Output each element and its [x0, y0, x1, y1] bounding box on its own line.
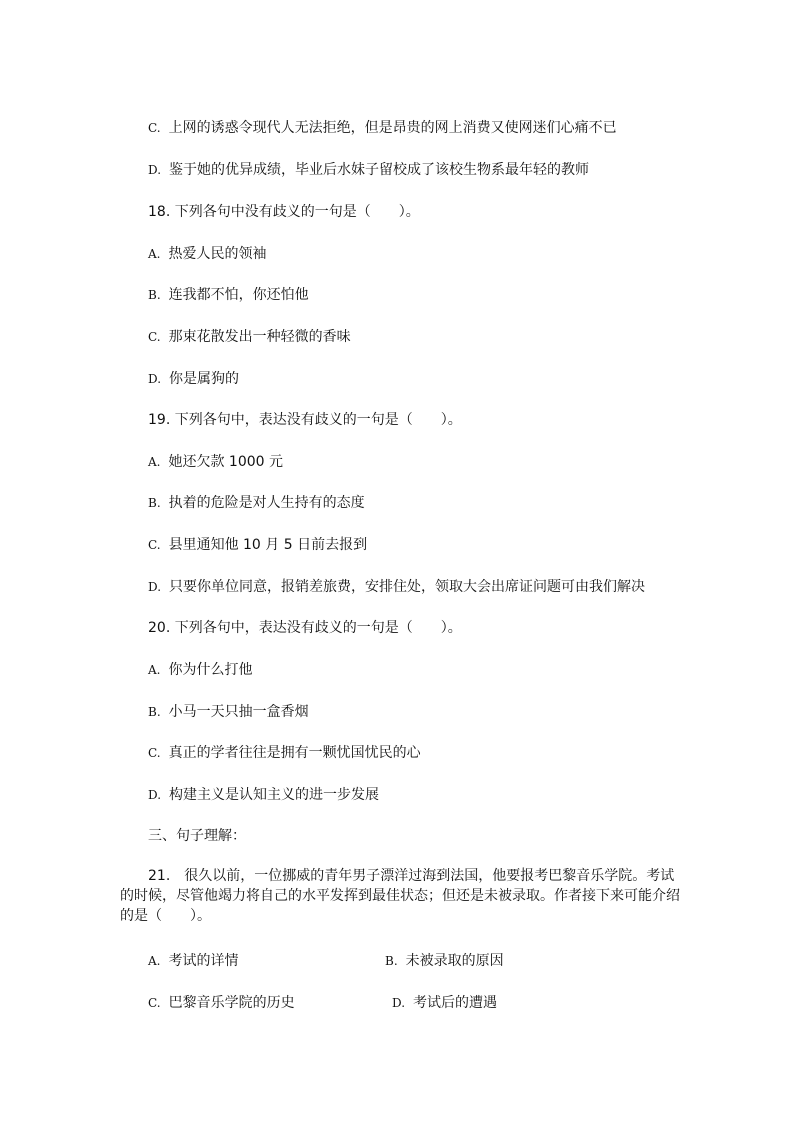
q20-option-b: [148, 703, 309, 721]
option-letter: D.: [148, 788, 162, 802]
option-text: 小马一天只抽一盒香烟: [168, 704, 309, 720]
option-text: 热爱人民的领袖: [168, 246, 267, 262]
option-text: 你是属狗的: [169, 371, 240, 387]
option-letter: D.: [392, 996, 406, 1010]
option-text: 上网的诱惑令现代人无法拒绝，但是昂贵的网上消费又使网迷们心痛不已: [168, 120, 617, 136]
q18-option-b: [148, 286, 309, 304]
q21-option-c: [148, 994, 295, 1012]
option-letter: D.: [148, 580, 162, 594]
option-letter: B.: [148, 705, 161, 719]
option-text: 连我都不怕，你还怕他: [168, 287, 309, 303]
option-text: 构建主义是认知主义的进一步发展: [169, 787, 380, 803]
option-text: 那束花散发出一种轻微的香味: [168, 329, 351, 345]
option-letter: C.: [148, 746, 161, 760]
option-text: 鉴于她的优异成绩，毕业后水妹子留校成了该校生物系最年轻的教师: [169, 162, 590, 178]
option-text: 县里通知他 10 月 5 日前去报到: [168, 537, 368, 553]
q20-option-a: [148, 661, 252, 679]
q17-option-d: [148, 161, 589, 179]
option-text: 考试的详情: [168, 953, 239, 969]
q21-option-d: [392, 994, 497, 1012]
option-letter: C.: [148, 330, 161, 344]
q19-option-c: [148, 536, 367, 554]
option-letter: D.: [148, 372, 162, 386]
option-text: 考试后的遭遇: [413, 995, 498, 1011]
option-letter: A.: [148, 663, 161, 677]
option-text: 她还欠款 1000 元: [168, 454, 284, 470]
q18-stem: 18. 下列各句中没有歧义的一句是（ ）。: [148, 204, 420, 220]
option-letter: B.: [148, 288, 161, 302]
q19-stem: 19. 下列各句中，表达没有歧义的一句是（ ）。: [148, 412, 462, 428]
option-text: 只要你单位同意，报销差旅费，安排住处，领取大会出席证问题可由我们解决: [169, 579, 646, 595]
q20-option-d: [148, 786, 379, 804]
q19-option-b: [148, 494, 365, 512]
option-letter: A.: [148, 455, 161, 469]
option-text: 未被录取的原因: [405, 953, 504, 969]
option-letter: C.: [148, 121, 161, 135]
q19-option-a: [148, 453, 283, 471]
option-letter: C.: [148, 538, 161, 552]
q21-option-b: [385, 952, 504, 970]
option-letter: D.: [148, 163, 162, 177]
q19-option-d: [148, 578, 645, 596]
option-letter: B.: [148, 496, 161, 510]
q18-option-a: [148, 245, 266, 263]
option-text: 你为什么打他: [168, 662, 253, 678]
option-text: 巴黎音乐学院的历史: [168, 995, 295, 1011]
q21-option-a: [148, 952, 238, 970]
q20-stem: 20. 下列各句中，表达没有歧义的一句是（ ）。: [148, 620, 462, 636]
q21-stem: 21. 很久以前，一位挪威的青年男子漂洋过海到法国，他要报考巴黎音乐学院。考试的时候，尽管他竭力将自己的水平发挥到最佳状态；但还是未被录取。作者接下来可能介绍的是（ ）。: [120, 868, 680, 924]
q18-option-c: [148, 328, 351, 346]
q20-option-c: [148, 744, 421, 762]
q18-option-d: [148, 370, 239, 388]
section-heading: 三、句子理解：: [148, 828, 246, 844]
option-text: 执着的危险是对人生持有的态度: [168, 495, 365, 511]
option-letter: A.: [148, 247, 161, 261]
option-letter: A.: [148, 954, 161, 968]
q17-option-c: [148, 119, 617, 137]
option-text: 真正的学者往往是拥有一颗忧国忧民的心: [168, 745, 421, 761]
option-letter: B.: [385, 954, 398, 968]
option-letter: C.: [148, 996, 161, 1010]
